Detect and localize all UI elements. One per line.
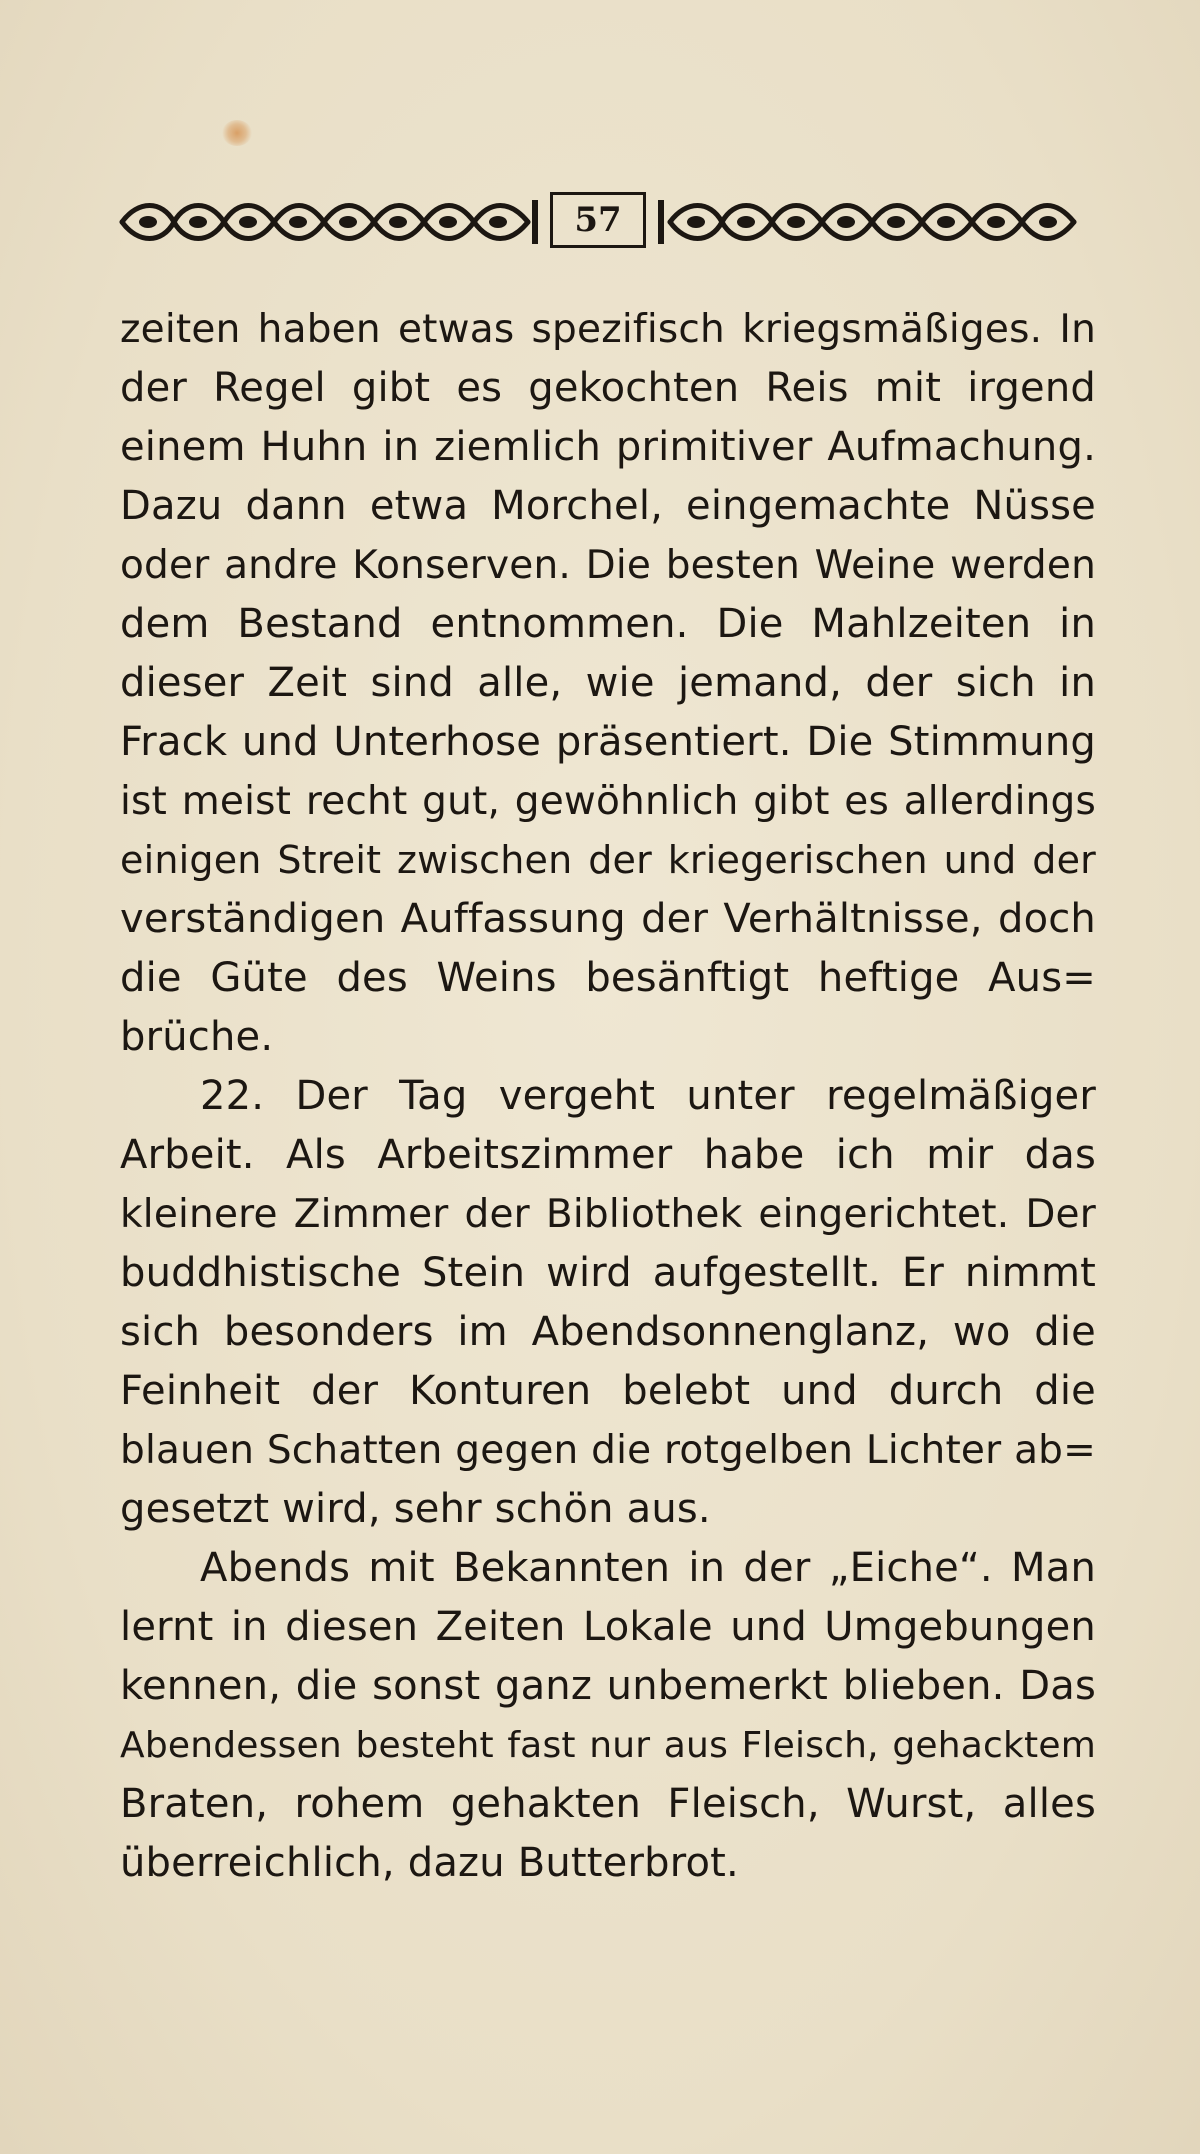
text-line: ist meist recht gut, gewöhnlich gibt es allerdings: [120, 779, 1096, 824]
text-line: blauen Schatten gegen die rotgelben Lichter ab=: [120, 1428, 1096, 1473]
text-line: einigen Streit zwischen der kriegerischen und der: [120, 838, 1096, 882]
paragraph-3: [120, 1539, 1096, 1893]
ornament-band-right-icon: [656, 194, 1078, 250]
text-line: kennen, die sonst ganz unbemerkt blieben. Das: [120, 1663, 1096, 1709]
text-line: Feinheit der Konturen belebt und durch die: [120, 1368, 1096, 1414]
text-line: einem Huhn in ziemlich primitiver Aufmachung.: [120, 424, 1096, 470]
text-line: sich besonders im Abendsonnenglanz, wo die: [120, 1309, 1096, 1355]
text-line: buddhistische Stein wird aufgestellt. Er nimmt: [120, 1250, 1096, 1296]
page-number: 57: [550, 192, 646, 248]
text-line: gesetzt wird, sehr schön aus.: [120, 1486, 711, 1532]
text-line: Abends mit Bekannten in der „Eiche“. Man: [200, 1545, 1096, 1591]
text-line: dem Bestand entnommen. Die Mahlzeiten in: [120, 601, 1096, 647]
text-line: der Regel gibt es gekochten Reis mit irgend: [120, 365, 1096, 411]
text-line: verständigen Auffassung der Verhältnisse, doch: [120, 896, 1096, 942]
text-line: die Güte des Weins besänftigt heftige Aus=: [120, 955, 1096, 1001]
text-line: Frack und Unterhose präsentiert. Die Stimmung: [120, 719, 1096, 765]
paragraph-2: [120, 1067, 1096, 1539]
text-line: überreichlich, dazu Butterbrot.: [120, 1840, 739, 1886]
ornament-band-left-icon: [118, 194, 542, 250]
body-text: [120, 300, 1096, 1893]
text-line: Braten, rohem gehakten Fleisch, Wurst, alles: [120, 1781, 1096, 1827]
text-line: lernt in diesen Zeiten Lokale und Umgebungen: [120, 1604, 1096, 1650]
text-line: brüche.: [120, 1014, 274, 1060]
text-line: 22. Der Tag vergeht unter regelmäßiger: [200, 1073, 1096, 1119]
text-line: Arbeit. Als Arbeitszimmer habe ich mir das: [120, 1132, 1096, 1178]
text-line: Dazu dann etwa Morchel, eingemachte Nüsse: [120, 483, 1096, 529]
text-line: dieser Zeit sind alle, wie jemand, der sich in: [120, 660, 1096, 706]
text-line: Abendessen besteht fast nur aus Fleisch, gehacktem: [120, 1725, 1096, 1766]
text-line: zeiten haben etwas spezifisch kriegsmäßiges. In: [120, 307, 1096, 352]
paper-stain: [222, 120, 252, 146]
paragraph-1: [120, 300, 1096, 1067]
text-line: kleinere Zimmer der Bibliothek eingerichtet. Der: [120, 1192, 1096, 1237]
text-line: oder andre Konserven. Die besten Weine werden: [120, 543, 1096, 588]
page-header: [118, 190, 1078, 254]
